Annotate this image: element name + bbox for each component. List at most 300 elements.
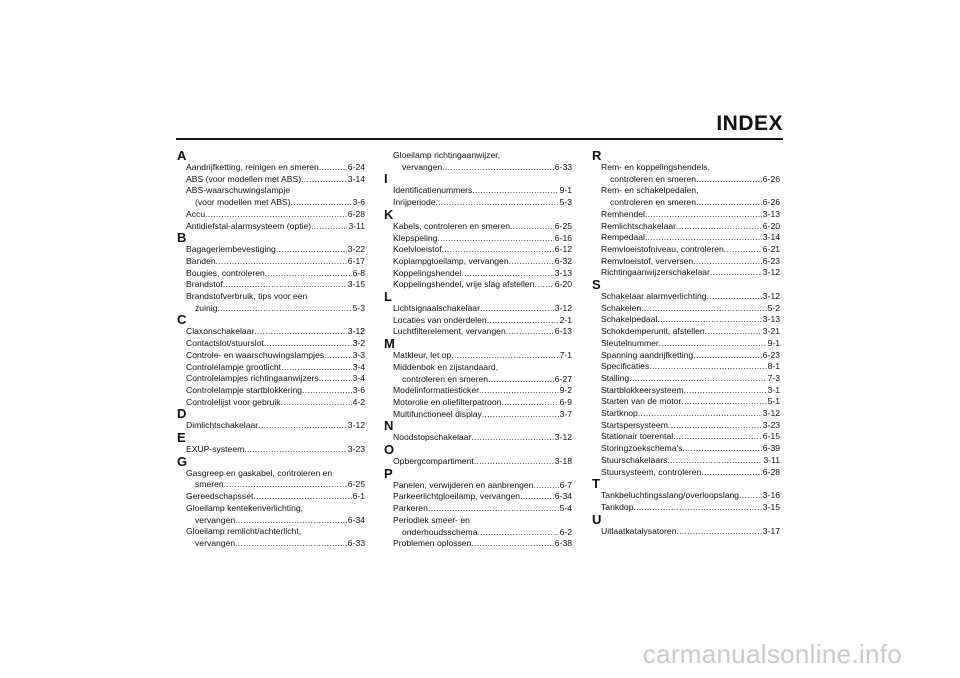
page-number: 5-1 (767, 396, 780, 407)
entry-text: Dimlichtschakelaar (186, 420, 259, 431)
page-number: 3-6 (352, 197, 365, 208)
index-letter: G (177, 453, 188, 469)
index-entry (177, 244, 365, 256)
index-entry (592, 443, 780, 455)
entry-text: Schakelaar alarmverlichting (601, 291, 707, 302)
dot-leader (442, 244, 554, 256)
entry-text: Startblokkeersysteem (601, 384, 684, 395)
index-entry (592, 373, 780, 385)
dot-leader (501, 397, 558, 409)
entry-text: Rempedaal (601, 232, 645, 243)
entry-text: vervangen (195, 514, 236, 525)
index-entry (592, 361, 780, 373)
page-number: 3-2 (352, 338, 365, 349)
index-entry (592, 338, 780, 350)
index-letter: T (592, 476, 600, 492)
entry-text: zuinig (195, 302, 218, 313)
index-entry (592, 221, 780, 233)
index-letter: A (177, 148, 187, 163)
index-column-2 (384, 150, 572, 550)
dot-leader (428, 503, 559, 515)
page-number: 3-23 (347, 444, 365, 455)
index-entry (177, 397, 365, 409)
entry-text: Uitlaatkatalysatoren (601, 525, 677, 536)
dot-leader (724, 244, 762, 256)
dot-leader (281, 362, 352, 374)
entry-text: EXUP-systeem (186, 444, 245, 455)
dot-leader (482, 409, 559, 421)
entry-text: Antidiefstal-alarmsysteem (optie) (186, 220, 312, 231)
index-entry (592, 408, 780, 420)
dot-leader (673, 431, 762, 443)
dot-leader (319, 162, 347, 174)
index-entry (384, 221, 572, 233)
entry-text: Identificatienummers (393, 185, 473, 196)
page-number: 2-1 (559, 314, 572, 325)
entry-text: Brandstof (186, 279, 223, 290)
page-number: 3-23 (762, 419, 780, 430)
dot-leader (649, 361, 766, 373)
page-number: 6-16 (554, 232, 572, 243)
dot-leader (710, 267, 762, 279)
dot-leader (235, 538, 347, 550)
page-number: 6-9 (559, 396, 572, 407)
index-entry (177, 420, 365, 432)
entry-text: Brandstofverbruik, tips voor een (186, 291, 308, 302)
index-entry (384, 350, 572, 362)
entry-text: Gasgreep en gaskabel, controleren en (186, 467, 333, 478)
dot-leader (667, 455, 762, 467)
page-title: INDEX (716, 112, 783, 135)
index-letter: P (384, 465, 393, 481)
index-entry (384, 279, 572, 291)
dot-leader (693, 350, 762, 362)
dot-leader (319, 373, 352, 385)
page-number: 7-3 (767, 372, 780, 383)
dot-leader (472, 185, 558, 197)
index-entry (592, 244, 780, 256)
page-number: 9-2 (559, 385, 572, 396)
dot-leader (281, 397, 352, 409)
index-entry (592, 291, 780, 303)
index-entry (177, 373, 365, 385)
dot-leader (520, 491, 554, 503)
index-entry (592, 396, 780, 408)
entry-text: controleren en smeren (610, 173, 696, 184)
page-number: 3-3 (352, 349, 365, 360)
index-entry (592, 314, 780, 326)
dot-leader (657, 314, 761, 326)
dot-leader (471, 538, 553, 550)
dot-leader (471, 432, 553, 444)
entry-text: Stuursysteem, controleren (601, 466, 702, 477)
index-entry (592, 303, 780, 315)
page-number: 3-12 (762, 291, 780, 302)
page-number: 6-17 (347, 255, 365, 266)
index-entry (177, 338, 365, 350)
index-entry (177, 209, 365, 221)
entry-text: Aandrijfketting, reinigen en smeren (186, 162, 319, 172)
index-entry (177, 526, 365, 549)
page-number: 3-4 (352, 373, 365, 384)
page-number: 3-15 (762, 501, 780, 512)
entry-text: Modelinformatiesticker (393, 385, 479, 396)
entry-text: Gereedschapsset (186, 491, 254, 502)
dot-leader (324, 350, 352, 362)
page-number: 3-17 (762, 525, 780, 536)
index-entry (384, 197, 572, 209)
entry-text: Koppelingshendel (393, 267, 462, 278)
entry-text: Inrijperiode (393, 197, 436, 208)
page-number: 3-12 (762, 408, 780, 419)
index-entry (177, 268, 365, 280)
index-letter: C (177, 312, 187, 328)
page-number: 3-21 (762, 326, 780, 337)
index-entry (384, 515, 572, 538)
entry-text: Parkeerlichtgloeilamp, vervangen (393, 491, 521, 502)
page-number: 3-13 (762, 314, 780, 325)
dot-leader (705, 326, 762, 338)
page-number: 3-4 (352, 361, 365, 372)
dot-leader (478, 527, 559, 539)
dot-leader (253, 491, 351, 503)
page-number: 6-38 (554, 538, 572, 549)
dot-leader (442, 162, 554, 174)
index-entry (177, 279, 365, 291)
index-letter: B (177, 230, 187, 246)
page-number: 6-32 (554, 255, 572, 266)
index-entry (177, 256, 365, 268)
entry-text: Schakelen (601, 302, 642, 313)
entry-text: Locaties van onderdelen (393, 314, 487, 325)
index-entry (384, 268, 572, 280)
entry-text: Luchtfilterelement, vervangen (393, 326, 506, 337)
index-entry (384, 385, 572, 397)
dot-leader (629, 373, 766, 385)
index-entry (177, 162, 365, 174)
entry-text: Controlelijst voor gebruik (186, 396, 281, 407)
index-entry (177, 491, 365, 503)
dot-leader (696, 197, 762, 209)
page-number: 8-1 (767, 361, 780, 372)
page-number: 6-34 (554, 491, 572, 502)
entry-text: Bagageriembevestiging (186, 244, 276, 255)
entry-text: Rem- en schakelpedalen, (601, 185, 699, 196)
entry-text: Remvloeistofniveau, controleren (601, 243, 724, 254)
index-entry (592, 431, 780, 443)
index-entry (177, 385, 365, 397)
index-entry (592, 185, 780, 208)
index-entry (384, 244, 572, 256)
index-letter: N (384, 418, 394, 434)
entry-text: vervangen (195, 537, 236, 548)
watermark: carmanualsonline.info (642, 639, 902, 669)
dot-leader (223, 279, 347, 291)
dot-leader (254, 326, 346, 338)
entry-text: Remhendel (601, 208, 645, 219)
dot-leader (437, 233, 553, 245)
dot-leader (235, 515, 347, 527)
dot-leader (480, 303, 554, 315)
index-entry (177, 221, 365, 233)
dot-leader (509, 256, 554, 268)
page-number: 3-12 (762, 267, 780, 278)
page-number: 3-13 (762, 208, 780, 219)
page-number: 6-33 (554, 161, 572, 172)
entry-text: Opbergcompartiment (393, 456, 474, 467)
dot-leader (707, 291, 762, 303)
page-number: 6-13 (554, 326, 572, 337)
page-number: 3-16 (762, 490, 780, 501)
dot-leader (216, 256, 347, 268)
index-letter: L (384, 289, 392, 305)
dot-leader (701, 467, 761, 479)
index-entry (592, 502, 780, 514)
entry-text: Klepspeling (393, 232, 438, 243)
index-entry (384, 256, 572, 268)
index-entry (384, 503, 572, 515)
index-entry (384, 538, 572, 550)
index-entry (592, 420, 780, 432)
page-number: 6-25 (347, 479, 365, 490)
page-number: 6-39 (762, 443, 780, 454)
entry-text: Accu (186, 208, 206, 219)
page-number: 5-4 (559, 503, 572, 514)
dot-leader (668, 420, 762, 432)
dot-leader (676, 221, 762, 233)
page-number: 9-1 (767, 337, 780, 348)
entry-text: ABS-waarschuwingslampje (186, 185, 291, 196)
dot-leader (224, 479, 347, 491)
dot-leader (681, 396, 766, 408)
index-entry (384, 432, 572, 444)
page-number: 5-3 (352, 302, 365, 313)
index-letter: O (384, 442, 395, 458)
dot-leader (634, 502, 762, 514)
page-number: 3-7 (559, 408, 572, 419)
index-entry (592, 162, 780, 185)
index-letter: R (592, 148, 602, 163)
dot-leader (264, 338, 352, 350)
dot-leader (436, 197, 559, 209)
entry-text: Startknop (601, 408, 638, 419)
entry-text: Koppelingshendel, vrije slag afstellen (393, 279, 535, 290)
page-number: 3-12 (347, 326, 365, 337)
index-entry (592, 526, 780, 538)
page-number: 6-28 (347, 208, 365, 219)
page-number: 6-26 (762, 173, 780, 184)
entry-text: Stalling (601, 372, 630, 383)
entry-text: Stuurschakelaars (601, 454, 668, 465)
page-number: 5-2 (767, 302, 780, 313)
index-entry (592, 490, 780, 502)
title-rule (176, 138, 783, 140)
dot-leader (488, 374, 554, 386)
index-column-3 (592, 150, 780, 537)
page-number: 9-1 (559, 185, 572, 196)
dot-leader (217, 303, 351, 315)
entry-text: Parkeren (393, 503, 428, 514)
dot-leader (696, 174, 762, 186)
entry-text: Controlelampjes richtingaanwijzers (186, 373, 319, 384)
entry-text: Richtingaanwijzerschakelaar (601, 267, 710, 278)
entry-text: Claxonschakelaar (186, 326, 255, 337)
index-entry (592, 209, 780, 221)
entry-text: vervangen (402, 161, 443, 172)
entry-text: Gloeilamp kentekenverlichting, (186, 502, 304, 513)
dot-leader (258, 420, 347, 432)
dot-leader (659, 338, 767, 350)
page-number: 3-11 (348, 220, 365, 231)
index-entry (177, 362, 365, 374)
dot-leader (302, 385, 352, 397)
entry-text: onderhoudsschema (402, 526, 478, 537)
entry-text: Gloeilamp remlicht/achterlicht, (186, 526, 302, 537)
dot-leader (641, 303, 766, 315)
dot-leader (645, 209, 762, 221)
index-entry (177, 503, 365, 526)
entry-text: Spanning aandrijfketting (601, 349, 694, 360)
index-entry (384, 303, 572, 315)
page-number: 3-12 (347, 420, 365, 431)
entry-text: Schokdemperunit, afstellen (601, 326, 705, 337)
page-number: 3-14 (762, 232, 780, 243)
entry-text: Stationair toerental (601, 431, 674, 442)
page-number: 6-25 (554, 220, 572, 231)
dot-leader (291, 197, 352, 209)
dot-leader (487, 315, 559, 327)
index-entry (384, 185, 572, 197)
index-entry (384, 150, 572, 173)
entry-text: Controle- en waarschuwingslampjes (186, 349, 325, 360)
page-number: 6-20 (762, 220, 780, 231)
entry-text: Periodiek smeer- en (393, 514, 470, 525)
entry-text: ABS (voor modellen met ABS) (186, 173, 302, 184)
dot-leader (311, 221, 347, 233)
page-number: 3-12 (554, 432, 572, 443)
dot-leader (479, 385, 559, 397)
dot-leader (533, 480, 558, 492)
page-number: 6-23 (762, 349, 780, 360)
dot-leader (739, 490, 762, 502)
entry-text: Banden (186, 255, 216, 266)
index-entry (177, 291, 365, 314)
index-entry (384, 397, 572, 409)
index-entry (384, 315, 572, 327)
page-number: 4-2 (352, 396, 365, 407)
index-entry (177, 326, 365, 338)
page-number: 6-33 (347, 537, 365, 548)
entry-text: Startspersysteem (601, 419, 668, 430)
index-entry (177, 350, 365, 362)
index-entry (384, 326, 572, 338)
index-letter: S (592, 277, 601, 293)
entry-text: Controlelampje grootlicht (186, 361, 282, 372)
index-entry (592, 350, 780, 362)
page-number: 6-1 (352, 491, 365, 502)
entry-text: Tankdop (601, 501, 634, 512)
entry-text: Matkleur, let op (393, 350, 452, 361)
page-number: 7-1 (559, 350, 572, 361)
index-entry (177, 185, 365, 208)
entry-text: Panelen, verwijderen en aanbrengen (393, 479, 534, 490)
index-entry (384, 233, 572, 245)
index-letter: U (592, 511, 602, 527)
index-letter: K (384, 206, 394, 222)
index-entry (384, 491, 572, 503)
page-number: 3-6 (352, 384, 365, 395)
index-letter: I (384, 171, 388, 187)
page-number: 6-28 (762, 466, 780, 477)
index-entry (384, 409, 572, 421)
index-entry (384, 456, 572, 468)
page-number: 3-15 (347, 279, 365, 290)
index-entry (592, 326, 780, 338)
index-entry (177, 468, 365, 491)
dot-leader (638, 408, 762, 420)
index-entry (592, 256, 780, 268)
index-entry (592, 385, 780, 397)
dot-leader (301, 174, 347, 186)
index-entry (384, 362, 572, 385)
page-number: 3-11 (763, 454, 780, 465)
page-number: 3-13 (554, 267, 572, 278)
entry-text: Kabels, controleren en smeren (393, 220, 511, 231)
entry-text: Koplampgloeilamp, vervangen (393, 255, 509, 266)
page-number: 6-15 (762, 431, 780, 442)
dot-leader (676, 526, 761, 538)
entry-text: Motorolie en oliefilterpatroon (393, 396, 502, 407)
entry-text: Lichtsignaalschakelaar (393, 303, 480, 314)
page-number: 6-24 (347, 162, 365, 172)
entry-text: Remlichtschakelaar (601, 220, 676, 231)
entry-text: Sleutelnummer (601, 337, 659, 348)
page-number: 3-1 (767, 384, 780, 395)
entry-text: controleren en smeren (610, 197, 696, 208)
entry-text: Remvloeistof, verversen (601, 255, 694, 266)
index-letter: E (177, 430, 186, 446)
entry-text: Bougies, controleren (186, 267, 265, 278)
index-entry (384, 480, 572, 492)
page-number: 3-18 (554, 456, 572, 467)
entry-text: Schakelpedaal (601, 314, 658, 325)
page-number: 5-3 (559, 197, 572, 208)
dot-leader (474, 456, 554, 468)
dot-leader (693, 256, 762, 268)
entry-text: Tankbeluchtingsslang/overloopslang (601, 490, 740, 501)
page-number: 6-23 (762, 255, 780, 266)
index-column-1 (177, 150, 365, 550)
page-number: 6-7 (559, 479, 572, 490)
entry-text: (voor modellen met ABS) (195, 197, 291, 208)
dot-leader (684, 385, 767, 397)
dot-leader (205, 209, 347, 221)
index-entry (592, 455, 780, 467)
entry-text: smeren (195, 479, 224, 490)
page-number: 6-2 (559, 526, 572, 537)
index-letter: D (177, 406, 187, 422)
index-entry (592, 232, 780, 244)
entry-text: Rem- en koppelingshendels, (601, 162, 710, 172)
dot-leader (461, 268, 553, 280)
entry-text: Contactslot/stuurslot (186, 338, 264, 349)
page-number: 3-12 (554, 303, 572, 314)
index-entry (177, 444, 365, 456)
dot-leader (534, 279, 553, 291)
page-number: 6-27 (554, 373, 572, 384)
page-number: 6-12 (554, 244, 572, 255)
entry-text: controleren en smeren (402, 373, 488, 384)
